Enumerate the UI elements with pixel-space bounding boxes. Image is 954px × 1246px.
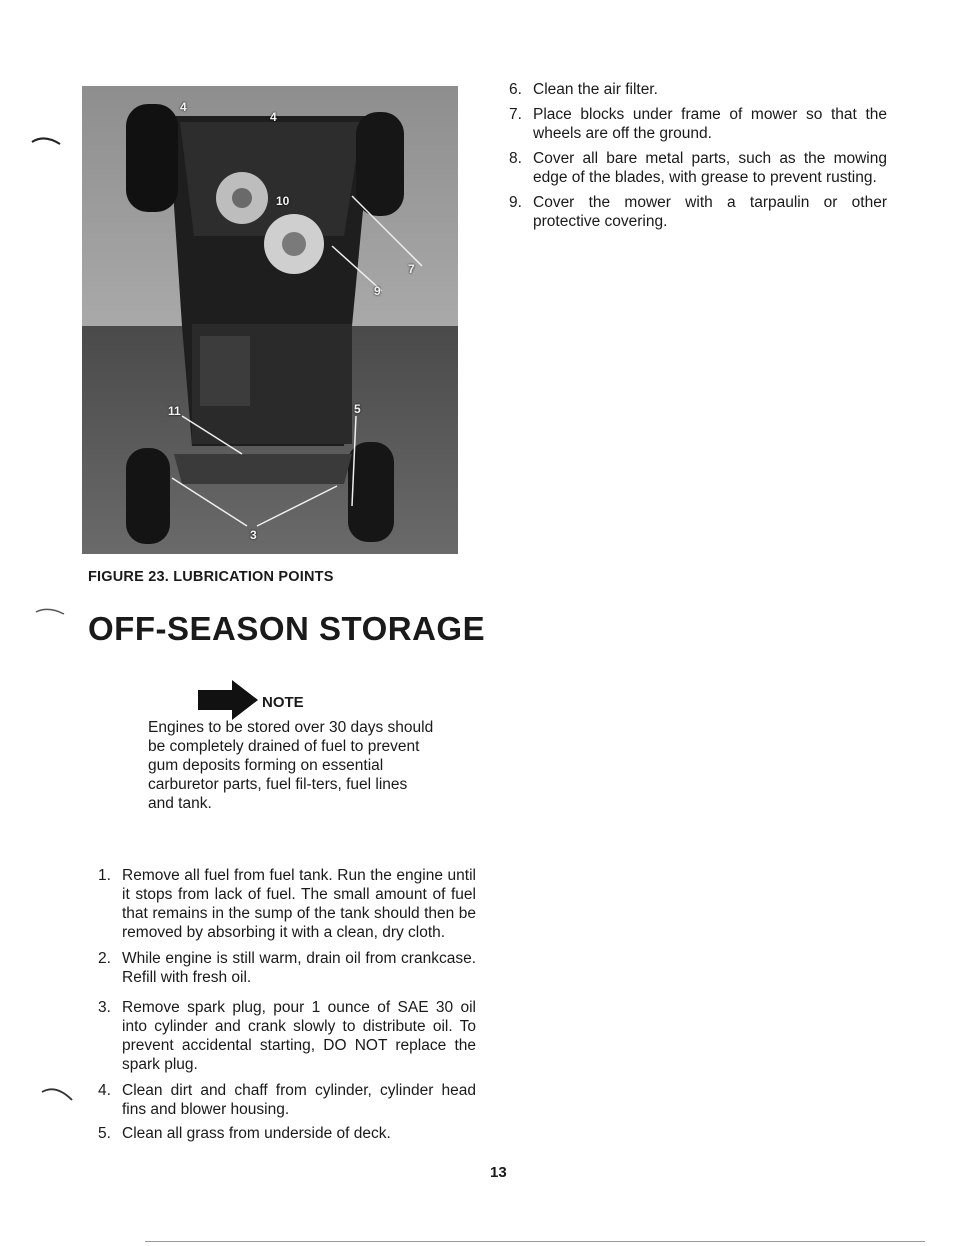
list-item — [509, 105, 887, 143]
page-number: 13 — [490, 1164, 507, 1181]
storage-steps-list-continued — [509, 80, 887, 231]
callout-label: 7 — [408, 262, 415, 276]
list-item — [98, 1081, 476, 1119]
step-text: Cover all bare metal parts, such as the mowing edge of the blades, with grease to prevent rusting. — [533, 150, 887, 186]
section-title: OFF-SEASON STORAGE — [88, 610, 486, 647]
list-item — [509, 193, 887, 231]
step-text: Remove all fuel from fuel tank. Run the engine until it stops from lack of fuel. The small amount of fuel that remains in the sump of the tank should then be removed by absorbing it with a clean, dry cloth. — [122, 867, 476, 941]
margin-mark — [30, 132, 64, 146]
step-text: Place blocks under frame of mower so that the wheels are off the ground. — [533, 106, 887, 142]
step-number: 1. — [98, 867, 111, 884]
note-text: Engines to be stored over 30 days should be completely drained of fuel to prevent gum deposits forming on essential carburetor parts, fuel fil-ters, fuel lines and tank. — [148, 719, 434, 812]
callout-label: 4 — [270, 110, 277, 124]
step-text: Clean all grass from underside of deck. — [122, 1125, 391, 1142]
storage-steps-list — [98, 866, 476, 1143]
callout-label: 5 — [354, 402, 361, 416]
list-item — [509, 80, 887, 99]
step-number: 7. — [509, 106, 522, 123]
list-item — [98, 949, 476, 987]
list-item — [509, 149, 887, 187]
figure-caption: FIGURE 23. LUBRICATION POINTS — [88, 569, 334, 585]
list-item — [98, 1124, 476, 1143]
bottom-rule — [145, 1241, 925, 1242]
list-item — [98, 998, 476, 1074]
note-label: NOTE — [262, 694, 304, 711]
callout-label: 10 — [276, 194, 290, 208]
step-number: 9. — [509, 194, 522, 211]
callout-label: 3 — [250, 528, 257, 542]
list-item — [98, 866, 476, 942]
margin-mark — [34, 604, 68, 616]
callout-label: 4 — [180, 100, 187, 114]
margin-mark — [40, 1084, 76, 1102]
step-number: 2. — [98, 950, 111, 967]
step-number: 4. — [98, 1082, 111, 1099]
note-arrow-icon — [196, 678, 260, 722]
callout-label: 9 — [374, 284, 381, 298]
step-number: 8. — [509, 150, 522, 167]
step-text: Clean dirt and chaff from cylinder, cylinder head fins and blower housing. — [122, 1082, 476, 1118]
step-text: Remove spark plug, pour 1 ounce of SAE 30 oil into cylinder and crank slowly to distribute oil. To prevent accidental starting, DO NOT replace the spark plug. — [122, 999, 476, 1073]
callout-label: 11 — [168, 404, 181, 418]
lubrication-points-photo — [82, 86, 458, 554]
step-number: 5. — [98, 1125, 111, 1142]
step-text: While engine is still warm, drain oil from crankcase. Refill with fresh oil. — [122, 950, 476, 986]
step-text: Clean the air filter. — [533, 81, 658, 98]
step-number: 3. — [98, 999, 111, 1016]
step-number: 6. — [509, 81, 522, 98]
step-text: Cover the mower with a tarpaulin or other protective covering. — [533, 194, 887, 230]
